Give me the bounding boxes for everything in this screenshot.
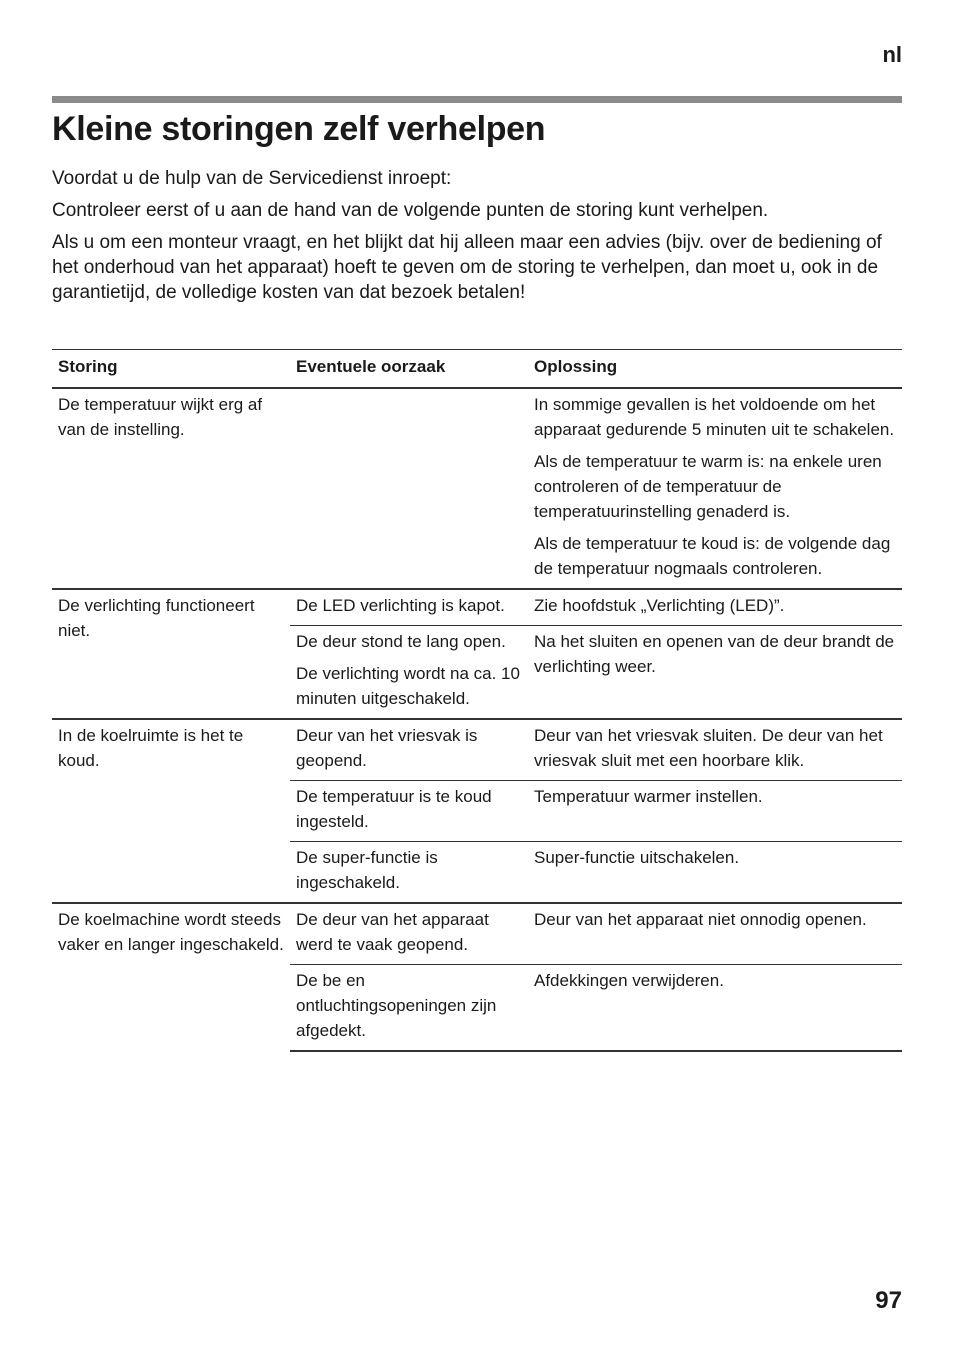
oorzaak-cell: De temperatuur is te koud ingesteld. [290,781,528,842]
oorzaak-cell: De super-functie is ingeschakeld. [290,842,528,904]
table-row [52,719,902,781]
oplossing-cell: Deur van het vriesvak sluiten. De deur van het vriesvak sluit met een hoorbare klik. [528,719,902,781]
page-title: Kleine storingen zelf verhelpen [52,110,546,148]
intro-paragraph-3: Als u om een monteur vraagt, en het blijkt dat hij alleen maar een advies (bijv. over de bediening of het onderhoud van het apparaat) hoeft te geven om de storing te verhelpen, dan moet u, ook in de garantietijd, de volledige kosten van dat bezoek betalen! [52,232,882,303]
storing-cell: De temperatuur wijkt erg af van de instelling. [58,395,263,439]
oorzaak-paragraph: De verlichting wordt na ca. 10 minuten uitgeschakeld. [296,664,520,708]
storing-cell: De verlichting functioneert niet. [52,589,290,719]
header-rule [52,96,902,103]
oplossing-cell: Afdekkingen verwijderen. [528,965,902,1052]
table-row [52,388,902,589]
oplossing-cell [528,388,902,589]
oplossing-paragraph: Als de temperatuur te koud is: de volgende dag de temperatuur nogmaals controleren. [534,534,891,578]
oplossing-cell: Deur van het apparaat niet onnodig openen. [528,903,902,965]
oplossing-cell: Temperatuur warmer instellen. [528,781,902,842]
oorzaak-cell: De LED verlichting is kapot. [290,589,528,626]
intro-paragraph-2: Controleer eerst of u aan de hand van de volgende punten de storing kunt verhelpen. [52,200,769,221]
oplossing-cell: Super-functie uitschakelen. [528,842,902,904]
intro-paragraph-1: Voordat u de hulp van de Servicedienst inroept: [52,168,452,189]
troubleshooting-table [52,349,902,1052]
header-oplossing: Oplossing [528,350,902,389]
oorzaak-cell [290,626,528,720]
table-header-row [52,350,902,389]
oorzaak-cell [290,388,528,589]
header-oorzaak: Eventuele oorzaak [290,350,528,389]
storing-cell: In de koelruimte is het te koud. [52,719,290,903]
oorzaak-cell: Deur van het vriesvak is geopend. [290,719,528,781]
oplossing-cell: Na het sluiten en openen van de deur brandt de verlichting weer. [528,626,902,720]
oorzaak-cell: De be en ontluchtingsopeningen zijn afgedekt. [290,965,528,1052]
oorzaak-cell: De deur van het apparaat werd te vaak geopend. [290,903,528,965]
table-row [52,589,902,626]
page-number: 97 [875,1287,902,1314]
oplossing-cell: Zie hoofdstuk „Verlichting (LED)”. [528,589,902,626]
oplossing-paragraph: In sommige gevallen is het voldoende om het apparaat gedurende 5 minuten uit te schakelen. [534,395,895,439]
oorzaak-paragraph: De deur stond te lang open. [296,632,506,651]
oplossing-paragraph: Als de temperatuur te warm is: na enkele uren controleren of de temperatuur de temperatuurinstelling genaderd is. [534,452,882,521]
language-code: nl [882,42,902,67]
storing-cell: De koelmachine wordt steeds vaker en langer ingeschakeld. [52,903,290,1051]
header-storing: Storing [52,350,290,389]
table-row [52,903,902,965]
intro-text [52,166,904,312]
